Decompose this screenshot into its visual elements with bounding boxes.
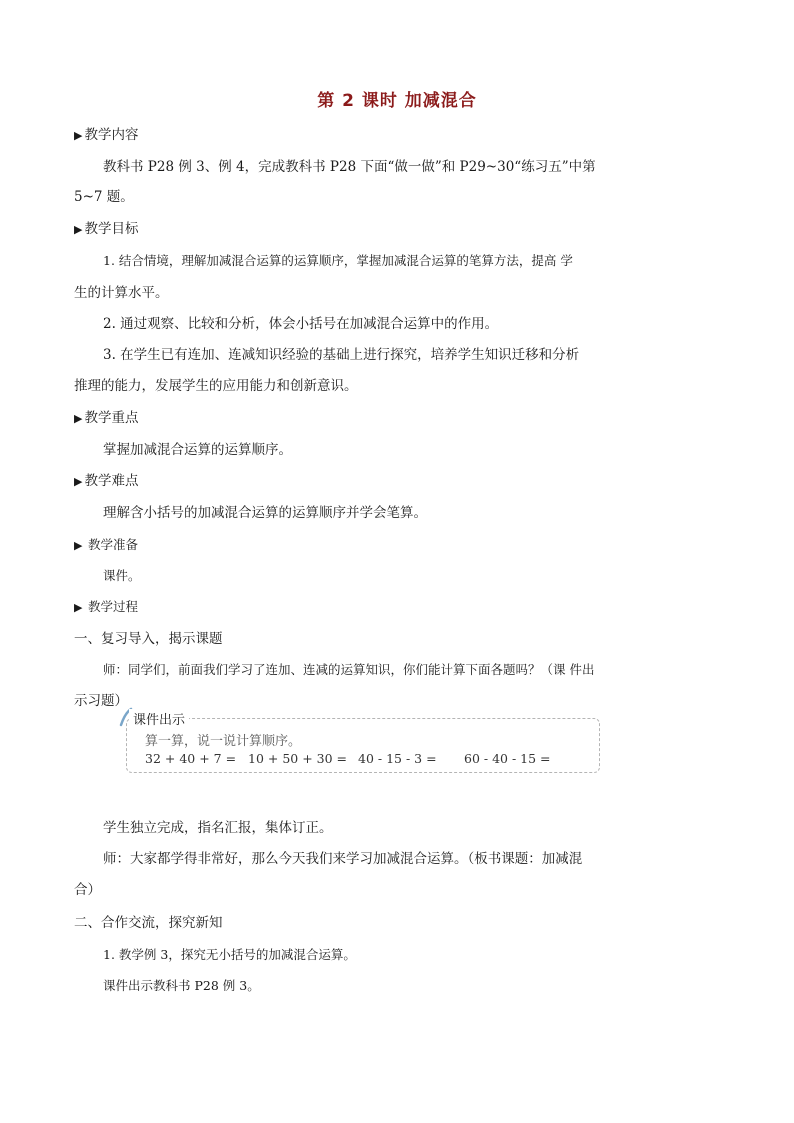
teacher2-line1: 师：大家都学得非常好，那么今天我们来学习加减混合运算。（板书课题：加减混 [103, 851, 583, 867]
teacher-line1: 师：同学们，前面我们学习了连加、连减的运算知识，你们能计算下面各题吗？（课 件出 [103, 662, 595, 677]
goal-1-line1: 1. 结合情境，理解加减混合运算的运算顺序，掌握加减混合运算的笔算方法，提高 学 [103, 253, 573, 268]
goal-3-line1: 3. 在学生已有连加、连减知识经验的基础上进行探究，培养学生知识迁移和分析 [103, 347, 580, 363]
goal-3-line2: 推理的能力，发展学生的应用能力和创新意识。 [74, 378, 358, 394]
exercise-4: 60 - 40 - 15 = [464, 751, 551, 766]
teacher2-line2: 合） [74, 882, 101, 898]
prep-text: 课件。 [103, 568, 141, 583]
page-title: 第 2 课时 加减混合 [317, 91, 477, 111]
exercise-1: 32 + 40 + 7 = [145, 751, 237, 766]
section-key-heading [74, 408, 138, 429]
triangle-bullet-icon: ▶ [74, 412, 83, 425]
section-label: 教学过程 [87, 599, 138, 614]
part1-heading: 一、复习导入，揭示课题 [74, 631, 223, 647]
section-label: 教学难点 [84, 473, 139, 489]
key-point-text: 掌握加减混合运算的运算顺序。 [103, 442, 292, 458]
triangle-bullet-icon: ▶ [74, 475, 83, 488]
teacher-line2: 示习题） [74, 693, 128, 709]
content-text-line2: 5~7 题。 [74, 189, 134, 205]
section-process-heading [74, 597, 138, 618]
courseware-label: 课件出示 [129, 709, 189, 728]
section-label: 教学目标 [84, 221, 139, 237]
section-label: 教学内容 [84, 127, 139, 143]
student-activity: 学生独立完成，指名汇报，集体订正。 [103, 820, 333, 836]
triangle-bullet-icon: ▶ [74, 223, 83, 236]
goal-1-line2: 生的计算水平。 [74, 285, 169, 301]
part2-item1-sub: 课件出示教科书 P28 例 3。 [103, 978, 260, 993]
triangle-bullet-icon: ▶ [74, 601, 86, 614]
section-prep-heading [74, 535, 138, 556]
part2-heading: 二、合作交流，探究新知 [74, 915, 223, 931]
triangle-bullet-icon: ▶ [74, 539, 86, 552]
section-label: 教学准备 [87, 537, 138, 552]
goal-2: 2. 通过观察、比较和分析，体会小括号在加减混合运算中的作用。 [103, 316, 499, 332]
exercise-3: 40 - 15 - 3 = [358, 751, 437, 766]
part2-item1: 1. 教学例 3，探究无小括号的加减混合运算。 [103, 947, 356, 962]
section-difficulty-heading [74, 471, 138, 492]
courseware-instruction: 算一算，说一说计算顺序。 [145, 734, 302, 749]
exercise-2: 10 + 50 + 30 = [248, 751, 348, 766]
section-label: 教学重点 [84, 410, 139, 426]
section-content-heading [74, 125, 138, 146]
difficulty-text: 理解含小括号的加减混合运算的运算顺序并学会笔算。 [103, 505, 427, 521]
content-text-line1: 教科书 P28 例 3、例 4，完成教科书 P28 下面“做一做”和 P29~30“练习五”中第 [103, 159, 596, 175]
triangle-bullet-icon: ▶ [74, 129, 83, 142]
section-goals-heading [74, 219, 138, 240]
